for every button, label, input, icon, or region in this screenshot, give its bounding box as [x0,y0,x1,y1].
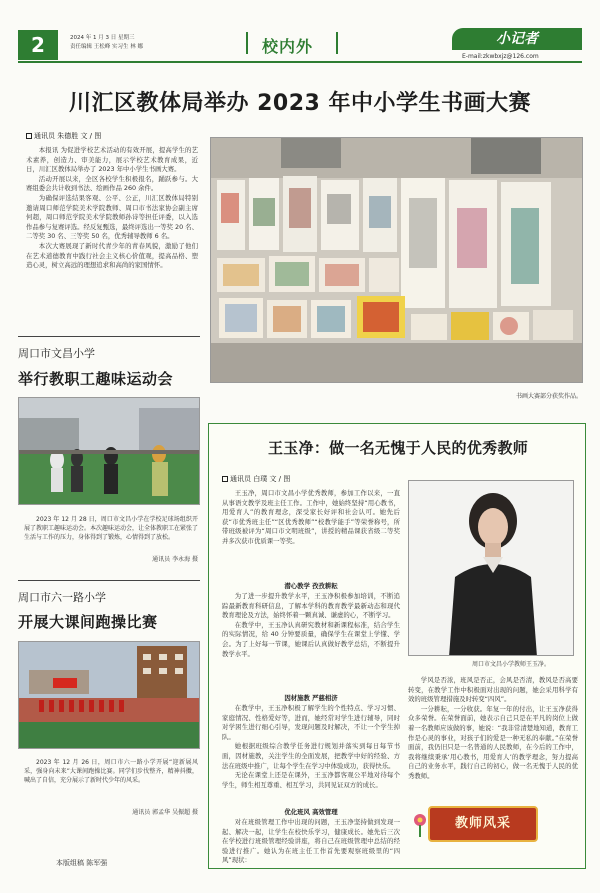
feature-paragraph: 学风是否浓，班风是否正，会风是否清，教风是否高要转变，在教学工作中积极面对出现的问题，她会采用科学有效的班级管理措施及时转变“四风”。 [408,676,578,704]
run-headline: 开展大课间跑操比赛 [18,613,158,631]
section-divider-right [336,32,338,54]
page-footer: 本版组稿 陈军强 [56,859,108,867]
masthead [0,0,600,60]
feature-paragraph: 为了进一步提升教学水平，王玉净积极参加培训，不断追踪最新教育科研信息，了解本学科的教育教学最新动态和现代教育理论及方法，始终怀着一颗真诚、谦虚的心，不断学习。 [222,592,400,620]
contact-email: E-mail:zkwbxjz@126.com [462,53,539,60]
feature-paragraph: 一分耕耘，一分收获。年复一年的付出，让王玉净获得众多荣誉。在荣誉面前，她表示自己只是在平凡的岗位上做着一名教师应该做的事，她说：“我非常清楚地知道，教育工作是心灵的事业，对孩子们的爱是一种无私的奉献。”在荣誉面前，我仍旧只是一名普通的人民教师，在今后的工作中，我将继续秉承‘用心教书，用爱育人’的教学理念，努力提高自己的业务水平，践行自己的初心，做一名无愧于人民的优秀教师。 [408,704,578,780]
editor-line: 责任编辑 王松峰 实习生 林 娜 [70,44,143,50]
lead-paragraph: 为确保评选结果客观、公平、公正，川汇区教体局特别邀请周口师范学院美术学院教师、周口市书法家协会副主席何超，周口师范学院美术学院教师孙诗等担任评委，以入选作品参与复赛评选。经反复甄选，最终评选出一等奖 20 名、二等奖 30 名、三等奖 50 名，优秀辅导教师 6 名。 [26,193,198,241]
lead-photo-caption: 书画大赛部分获奖作品。 [515,393,582,400]
run-credit: 通讯员 郭孟华 吴振超 摄 [132,809,198,816]
feature-subhead-2: 因材施教 严慈相济 [284,694,338,702]
sports-credit: 通讯员 李永海 摄 [152,556,198,563]
feature-headline: 王玉净：做一名无愧于人民的优秀教师 [267,439,529,457]
feature-col1-text [222,489,400,547]
feature-byline: 通讯员 白璞 文 / 图 [222,474,290,484]
byline-box-icon [26,133,32,139]
teacher-portrait-photo [408,480,574,656]
artwork-exhibition-image [211,138,583,383]
lead-paragraph: 本次大赛展现了新时代青少年的青春风貌，激励了他们在艺术道德教育中践行社会主义核心价值观，提高品格、塑造心灵，树立高远的理想追求和高尚的家国情怀。 [26,241,198,270]
lead-paragraph: 活动开展以来，全区各校学生积极报名，踊跃参与。大赛组委会共计收到书法、绘画作品 260 余件。 [26,174,198,193]
run-caption: 2023 年 12 月 26 日，周口市六一路小学开展“迎新展风采，强身向未来”大课间跑操比赛。同学们步伐整齐，精神抖擞，喊出了自信，充分展示了新时代少年的风采。 [24,759,198,784]
page-number: 2 [18,30,58,60]
section-title: 校内外 [262,37,314,56]
sports-caption: 2023 年 12 月 28 日，周口市文昌小学在学校足球场组织开展了教职工趣味运动会。本次趣味运动会，让全体教职工在紧张了生活与工作的压力，身体得到了锻炼，心情得到了放松。 [24,516,199,541]
lead-body [26,146,198,271]
header-rule [18,61,582,63]
feature-paragraph: 在教学中，王玉净认真研究教材和新课程标准，结合学生的实际情况，给 40 分钟要质量，确保学生在课堂上学懂、学会。为了上好每一节课，她课后认真做好教学总结，不断提升教学水平。 [222,620,400,658]
lead-byline: 通讯员 朱德胜 文 / 图 [26,131,101,141]
feature-subhead-1: 潜心教学 孜孜耕耘 [284,582,338,590]
feature-paragraph: 她根据班级综合教学任务进行规划并落实到每日每节书面，因材施教，关注学生的全面发展，把教学中好的经验、方法在班级中推广，让每个学生在学习中体验成功，获得快乐。 [222,742,400,770]
running-drill-photo [18,641,200,749]
run-kicker: 周口市六一路小学 [18,591,106,604]
sports-kicker: 周口市文昌小学 [18,347,95,360]
lead-headline: 川汇区教体局举办 2023 年中小学生书画大赛 [68,91,532,116]
sports-meet-image [19,398,200,505]
feature-paragraph: 在教学中，王玉净积极了解学生的个性特点、学习习惯、家庭情况、性格爱好等，进而，她经常对学生进行辅导，同时对学困生进行细心引导，发现问题及时解决，不让一个学生掉队。 [222,704,400,741]
feature-paragraph: 对在班级管理工作中出现的问题，王玉净坚持做到发现一起、解决一起，让学生在校快乐学习，健康成长。她先后三次在学校进行班级管理经验讲座，将自己在班级管理中总结的经验进行推广。她认为在班主任工作首先要观察班级里的“四风”现状： [222,818,400,865]
feature-subhead-3: 优化班风 高效管理 [284,808,338,816]
lead-paragraph: 本报讯 为促进学校艺术活动的有效开展，提高学生的艺术素养，创造力、审美能力，展示学校艺术教育成果，近日，川汇区教体局举办了 2023 年中小学生书画大赛。 [26,146,198,174]
feature-col1-text [222,704,400,790]
artwork-exhibition-photo [210,137,583,383]
section-divider-left [246,32,248,54]
running-drill-image [19,642,200,749]
teacher-portrait-image [409,481,574,656]
feature-col2-text [408,676,578,782]
feature-col1-text [222,818,400,866]
flower-icon [412,812,428,838]
feature-paragraph: 无论在课堂上还是在课外，王玉净都客观公平地对待每个学生，师生相互尊重、相互学习，共同见证双方的成长。 [222,771,400,789]
date-line: 2024 年 1 月 3 日 星期三 [70,35,135,41]
teacher-photo-caption: 周口市文昌小学教师王玉净。 [471,661,550,668]
sports-meet-photo [18,397,200,505]
teacher-style-badge: 教师风采 [428,806,538,842]
brand-logo: 小记者 [452,28,582,50]
byline-box-icon [222,476,228,482]
column-rule [18,336,200,337]
sports-headline: 举行教职工趣味运动会 [18,370,174,388]
column-rule [18,580,200,581]
issue-info [70,34,143,52]
feature-col1-text [222,592,400,659]
feature-intro: 王玉净，周口市文昌小学优秀教师，参加工作以来，一直从事语文教学及班主任工作。工作中，她始终坚持“用心教书，用爱育人”的教育理念，深受家长好评和社会认可。她先后获“市优秀班主任”“区优秀教师”“校教学能手”等荣誉称号，所带班级被评为“周口市文明班级”，讲授的精品课获省级二等奖并多次获市优质课一等奖。 [222,489,400,545]
